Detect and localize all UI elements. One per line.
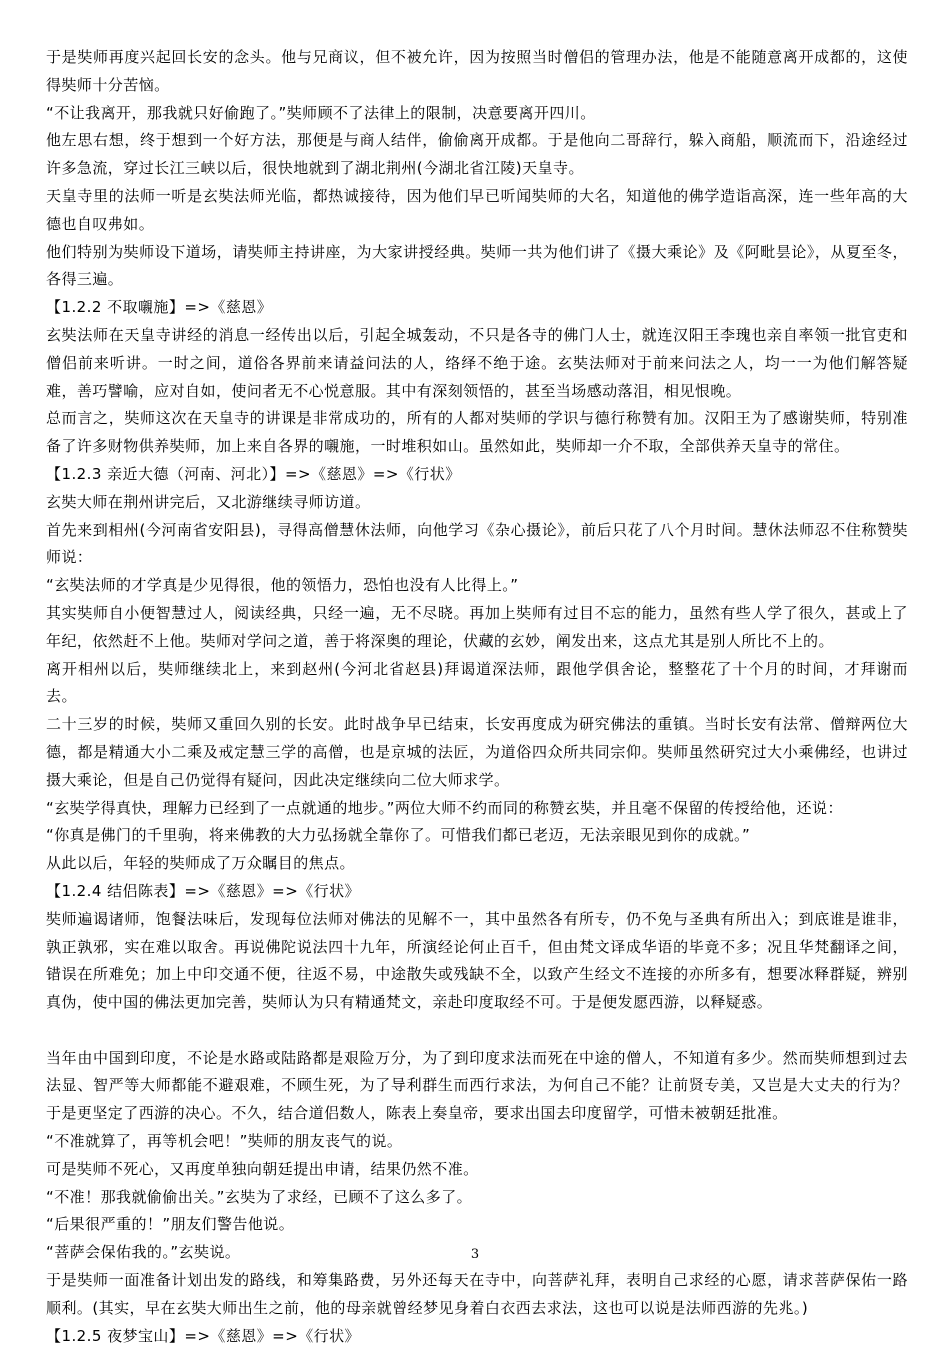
section-heading: 【1.2.2 不取嚫施】=>《慈恩》 bbox=[46, 298, 273, 317]
paragraph: 首先来到相州(今河南省安阳县)，寻得高僧慧休法师，向他学习《杂心摄论》，前后只花了八个月时间。慧休法师忍不住称赞奘师说： bbox=[46, 520, 908, 567]
paragraph: “不准！那我就偷偷出关。”玄奘为了求经，已顾不了这么多了。 bbox=[46, 1187, 473, 1206]
paragraph: 离开相州以后，奘师继续北上，来到赵州(今河北省赵县)拜谒道深法师，跟他学俱舍论，整整花了十个月的时间，才拜谢而去。 bbox=[46, 659, 908, 706]
paragraph: 天皇寺里的法师一听是玄奘法师光临，都热诚接待，因为他们早已听闻奘师的大名，知道他的佛学造诣高深，连一些年高的大德也自叹弗如。 bbox=[46, 186, 908, 233]
blank-line bbox=[46, 1017, 908, 1045]
paragraph: 可是奘师不死心，又再度单独向朝廷提出申请，结果仍然不准。 bbox=[46, 1159, 479, 1178]
paragraph: 奘师遍谒诸师，饱餐法味后，发现每位法师对佛法的见解不一，其中虽然各有所专，仍不免与圣典有所出入；到底谁是谁非，孰正孰邪，实在难以取舍。再说佛陀说法四十九年，所演经论何止百千，但由梵文译成华语的毕竟不多；况且华梵翻译之间，错误在所难免；加上中印交通不便，往返不易，中途散失或残缺不全，以致产生经文不连接的亦所多有，想要冰释群疑，辨别真伪，使中国的佛法更加完善，奘师认为只有精通梵文，亲赴印度取经不可。于是便发愿西游，以释疑惑。 bbox=[46, 909, 908, 1012]
paragraph: “菩萨会保佑我的。”玄奘说。 bbox=[46, 1243, 241, 1262]
paragraph: “不让我离开，那我就只好偷跑了。”奘师顾不了法律上的限制，决意要离开四川。 bbox=[46, 103, 596, 122]
paragraph: 二十三岁的时候，奘师又重回久别的长安。此时战争早已结束，长安再度成为研究佛法的重镇。当时长安有法常、僧辩两位大德，都是精通大小二乘及戒定慧三学的高僧，也是京城的法匠，为道俗四众所共同宗仰。奘师虽然研究过大小乘佛经，也讲过摄大乘论，但是自己仍觉得有疑问，因此决定继续向二位大师求学。 bbox=[46, 715, 908, 789]
paragraph: 玄奘大师在荆州讲完后，又北游继续寻师访道。 bbox=[46, 492, 371, 511]
paragraph: 当年由中国到印度，不论是水路或陆路都是艰险万分，为了到印度求法而死在中途的僧人，不知道有多少。然而奘师想到过去法显、智严等大师都能不避艰难，不顾生死，为了导利群生而西行求法，为何自己不能？让前贤专美，又岂是大丈夫的行为？于是更坚定了西游的决心。不久，结合道侣数人，陈表上奏皇帝，要求出国去印度留学，可惜未被朝廷批准。 bbox=[46, 1048, 908, 1123]
paragraph: “玄奘法师的才学真是少见得很，他的领悟力，恐怕也没有人比得上。” bbox=[46, 576, 519, 595]
paragraph: 他们特别为奘师设下道场，请奘师主持讲座，为大家讲授经典。奘师一共为他们讲了《摄大乘论》及《阿毗昙论》，从夏至冬，各得三遍。 bbox=[46, 242, 908, 289]
paragraph: “不准就算了，再等机会吧！”奘师的朋友丧气的说。 bbox=[46, 1132, 403, 1151]
page-number: 3 bbox=[470, 1247, 480, 1262]
paragraph: 从此以后，年轻的奘师成了万众瞩目的焦点。 bbox=[46, 854, 356, 873]
section-heading: 【1.2.4 结侣陈表】=>《慈恩》=>《行状》 bbox=[46, 881, 361, 900]
paragraph: “后果很严重的！”朋友们警告他说。 bbox=[46, 1215, 295, 1234]
document-body bbox=[46, 44, 908, 1350]
paragraph: “玄奘学得真快，理解力已经到了一点就通的地步。”两位大师不约而同的称赞玄奘，并且毫不保留的传授给他，还说： bbox=[46, 798, 843, 817]
section-heading: 【1.2.3 亲近大德（河南、河北）】=>《慈恩》=>《行状》 bbox=[46, 464, 461, 483]
paragraph: 于是奘师再度兴起回长安的念头。他与兄商议，但不被允许，因为按照当时僧侣的管理办法，他是不能随意离开成都的，这使得奘师十分苦恼。 bbox=[46, 48, 908, 94]
paragraph: “你真是佛门的千里驹，将来佛教的大力弘扬就全靠你了。可惜我们都已老迈，无法亲眼见到你的成就。” bbox=[46, 826, 751, 845]
paragraph: 总而言之，奘师这次在天皇寺的讲课是非常成功的，所有的人都对奘师的学识与德行称赞有加。汉阳王为了感谢奘师，特别准备了许多财物供养奘师，加上来自各界的嚫施，一时堆积如山。虽然如此，奘师却一介不取，全部供养天皇寺的常住。 bbox=[46, 409, 908, 456]
paragraph: 其实奘师自小便智慧过人，阅读经典，只经一遍，无不尽晓。再加上奘师有过目不忘的能力，虽然有些人学了很久，甚或上了年纪，依然赶不上他。奘师对学问之道，善于将深奥的理论，伏藏的玄妙，阐发出来，这点尤其是别人所比不上的。 bbox=[46, 603, 908, 650]
section-heading: 【1.2.5 夜梦宝山】=>《慈恩》=>《行状》 bbox=[46, 1326, 361, 1345]
paragraph: 玄奘法师在天皇寺讲经的消息一经传出以后，引起全城轰动，不只是各寺的佛门人士，就连汉阳王李瑰也亲自率领一批官吏和僧侣前来听讲。一时之间，道俗各界前来请益问法的人，络绎不绝于途。玄奘法师对于前来问法之人，均一一为他们解答疑难，善巧譬喻，应对自如，使问者无不心悦意服。其中有深刻领悟的，甚至当场感动落泪，相见恨晚。 bbox=[46, 325, 908, 400]
paragraph: 于是奘师一面准备计划出发的路线，和筹集路费，另外还每天在寺中，向菩萨礼拜，表明自己求经的心愿，请求菩萨保佑一路顺利。(其实，早在玄奘大师出生之前，他的母亲就曾经梦见身着白衣西去求法，这也可以说是法师西游的先兆。) bbox=[46, 1271, 908, 1317]
paragraph: 他左思右想，终于想到一个好方法，那便是与商人结伴，偷偷离开成都。于是他向二哥辞行，躲入商船，顺流而下，沿途经过许多急流，穿过长江三峡以后，很快地就到了湖北荆州(今湖北省江陵)天皇寺。 bbox=[46, 131, 908, 178]
